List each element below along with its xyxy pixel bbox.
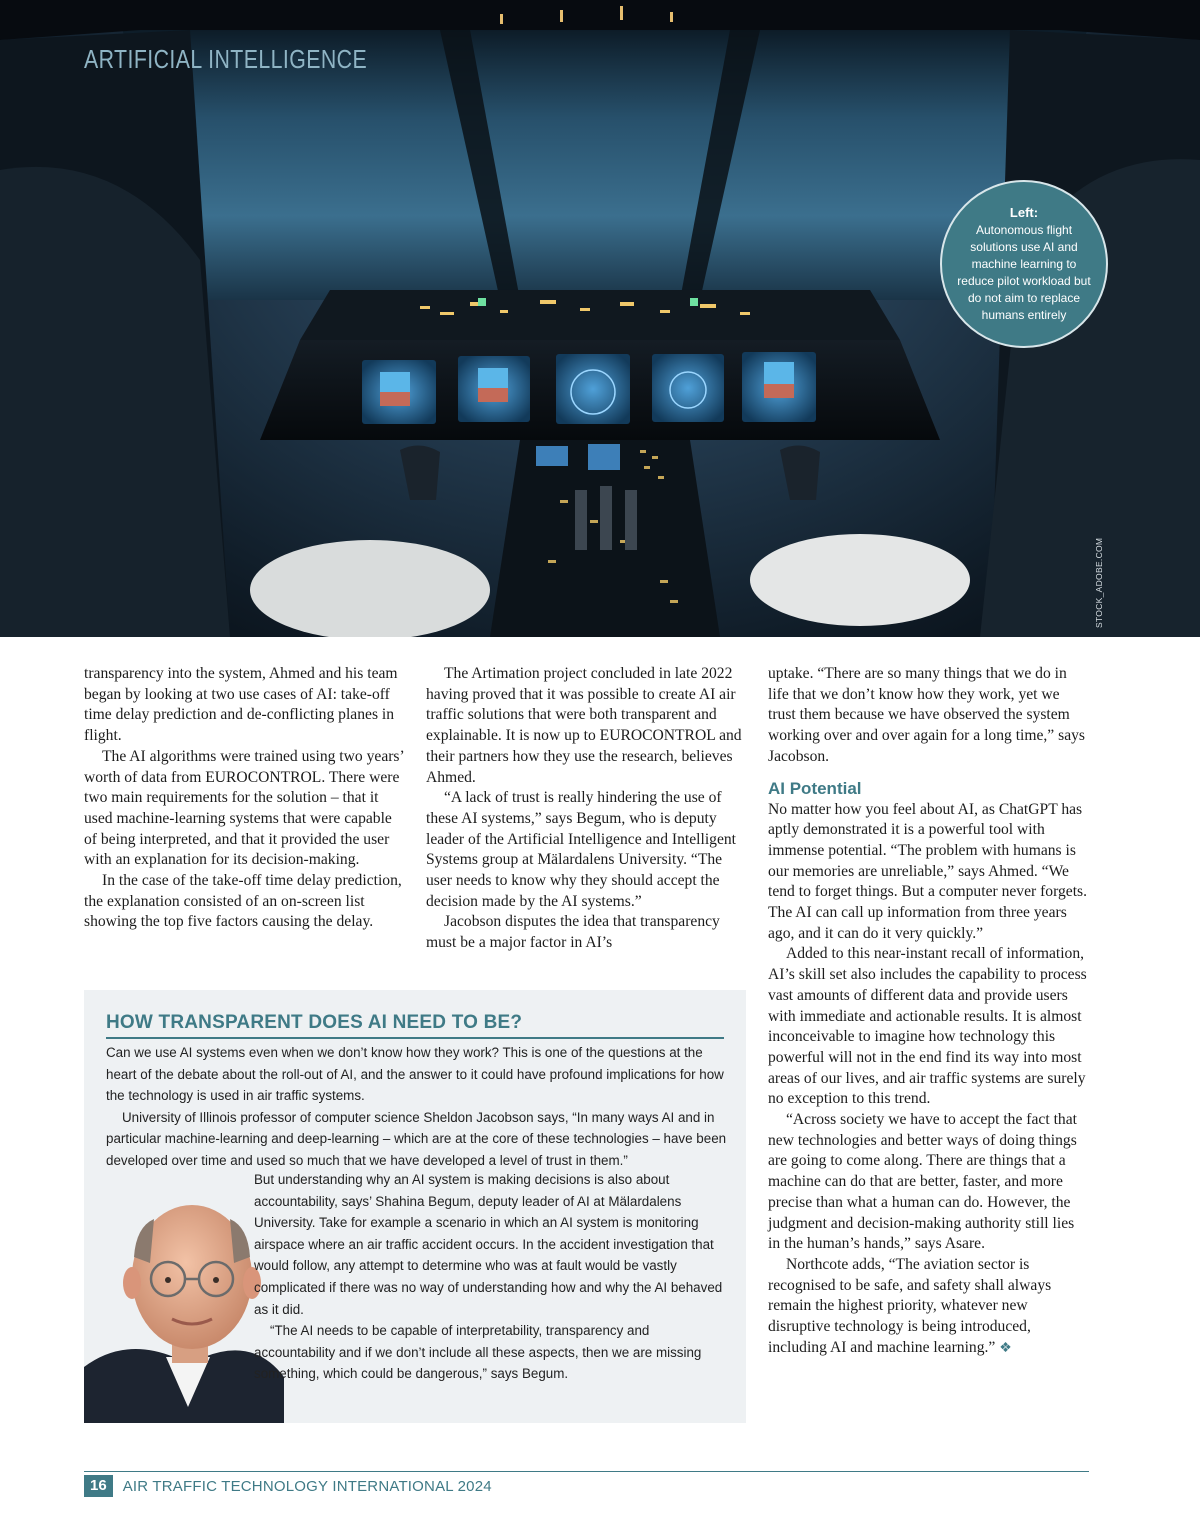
paragraph-final <box>768 1255 1090 1360</box>
paragraph: No matter how you feel about AI, as ChatGPT has aptly demonstrated it is a powerful tool with immense potential. “The problem with humans is our memories are unreliable,” says Ahmed. “We tend to forget things. But a computer never forgets. The AI can call up information from three years ago, and it can do it very quickly.” <box>768 800 1088 942</box>
article-column-2 <box>426 664 744 954</box>
article-column-1 <box>84 664 406 933</box>
paragraph: The Artimation project concluded in late 2022 having proved that it was possible to create AI air traffic solutions that were both transparent and explainable. It is now up to EUROCONTROL and their partners how they use the research, believes Ahmed. <box>426 665 742 786</box>
sidebar-paragraph: University of Illinois professor of computer science Sheldon Jacobson says, “In many ways AI and in particular machine-learning and deep-learning – which are at the core of these technologies – have been developed over time and used so much that we have developed a level of trust in them.” <box>106 1109 727 1168</box>
page-number: 16 <box>84 1475 113 1497</box>
subheading: AI Potential <box>768 778 862 798</box>
display-screens <box>362 352 816 424</box>
sidebar-body <box>254 1169 724 1385</box>
paragraph: “Across society we have to accept the fact that new technologies and better ways of doing things are going to come along. There are things that a machine can do that are better, faster, and more precise than what a human can do. However, the judgment and decision-making authority still lies in the human’s hands,” says Asare. <box>768 1111 1077 1253</box>
sidebar-intro <box>106 1042 728 1172</box>
paragraph-text: Northcote adds, “The aviation sector is recognised to be safe, and safety shall always remain the highest priority, whatever new disruptive technology is being introduced, including AI and machine learning.” <box>768 1255 1052 1356</box>
sidebar-paragraph: But understanding why an AI system is making decisions is also about accountability, says’ Shahina Begum, deputy leader of AI at Mälardalens University. Take for example a scenario in which an AI system is monitoring airspace where an air traffic accident occurs. In the accident investigation that would follow, any attempt to determine who was at fault would be vastly complicated if there was no way of understanding how and why the AI behaved as it did. <box>254 1172 723 1317</box>
cockpit-photo <box>0 0 1200 637</box>
sidebar-paragraph: “The AI needs to be capable of interpretability, transparency and accountability and if we don’t include all these aspects, then we are missing something, which could be dangerous,” says Begum. <box>254 1323 702 1382</box>
paragraph: uptake. “There are so many things that we do in life that we don’t know how they work, yet we trust them because we have observed the system working over and over again for a long time,” says Jacobson. <box>768 665 1085 765</box>
paragraph: The AI algorithms were trained using two years’ worth of data from EUROCONTROL. There were two main requirements for the solution – that it used machine-learning systems that were capable of being interpreted, and that it provided the user with an explanation for its decision-making. <box>84 747 404 869</box>
page-footer <box>84 1475 492 1497</box>
sidebar-paragraph: Can we use AI systems even when we don’t know how they work? This is one of the questions at the heart of the debate about the roll-out of AI, and the answer to it could have profound implications for how the technology is used in air traffic systems. <box>106 1045 724 1104</box>
photo-credit: STOCK_ADOBE.COM <box>1094 537 1104 628</box>
sidebar-box <box>84 990 746 1423</box>
paragraph: transparency into the system, Ahmed and his team began by looking at two use cases of AI: take-off time delay prediction and de-conflicting planes in flight. <box>84 665 398 745</box>
sidebar-title: HOW TRANSPARENT DOES AI NEED TO BE? <box>106 1012 724 1039</box>
paragraph: In the case of the take-off time delay prediction, the explanation consisted of an on-screen list showing the top five factors causing the delay. <box>84 872 402 931</box>
photo-caption <box>940 180 1108 348</box>
footer-divider <box>84 1471 1089 1472</box>
caption-title: Left: <box>1009 204 1039 220</box>
caption-body: Autonomous flight solutions use AI and machine learning to reduce pilot workload but do not aim to replace humans entirely <box>957 222 1091 322</box>
paragraph: Added to this near-instant recall of information, AI’s skill set also includes the capability to process vast amounts of different data and provide users with immediate and actionable results. It is almost inconceivable to imagine how technology this powerful will not in the end find its way into most areas of our lives, and air traffic systems are surely no exception to this trend. <box>768 945 1087 1108</box>
publication-name: AIR TRAFFIC TECHNOLOGY INTERNATIONAL 2024 <box>122 1477 492 1495</box>
paragraph: Jacobson disputes the idea that transparency must be a major factor in AI’s <box>426 913 720 952</box>
article-column-3 <box>768 664 1090 1360</box>
section-label: ARTIFICIAL INTELLIGENCE <box>84 44 368 74</box>
end-mark-icon: ❖ <box>999 1340 1012 1356</box>
paragraph: “A lack of trust is really hindering the use of these AI systems,” says Begum, who is deputy leader of the Artificial Intelligence and Intelligent Systems group at Mälardalens University. “The user needs to know why they should accept the decision made by the AI systems.” <box>426 789 737 910</box>
